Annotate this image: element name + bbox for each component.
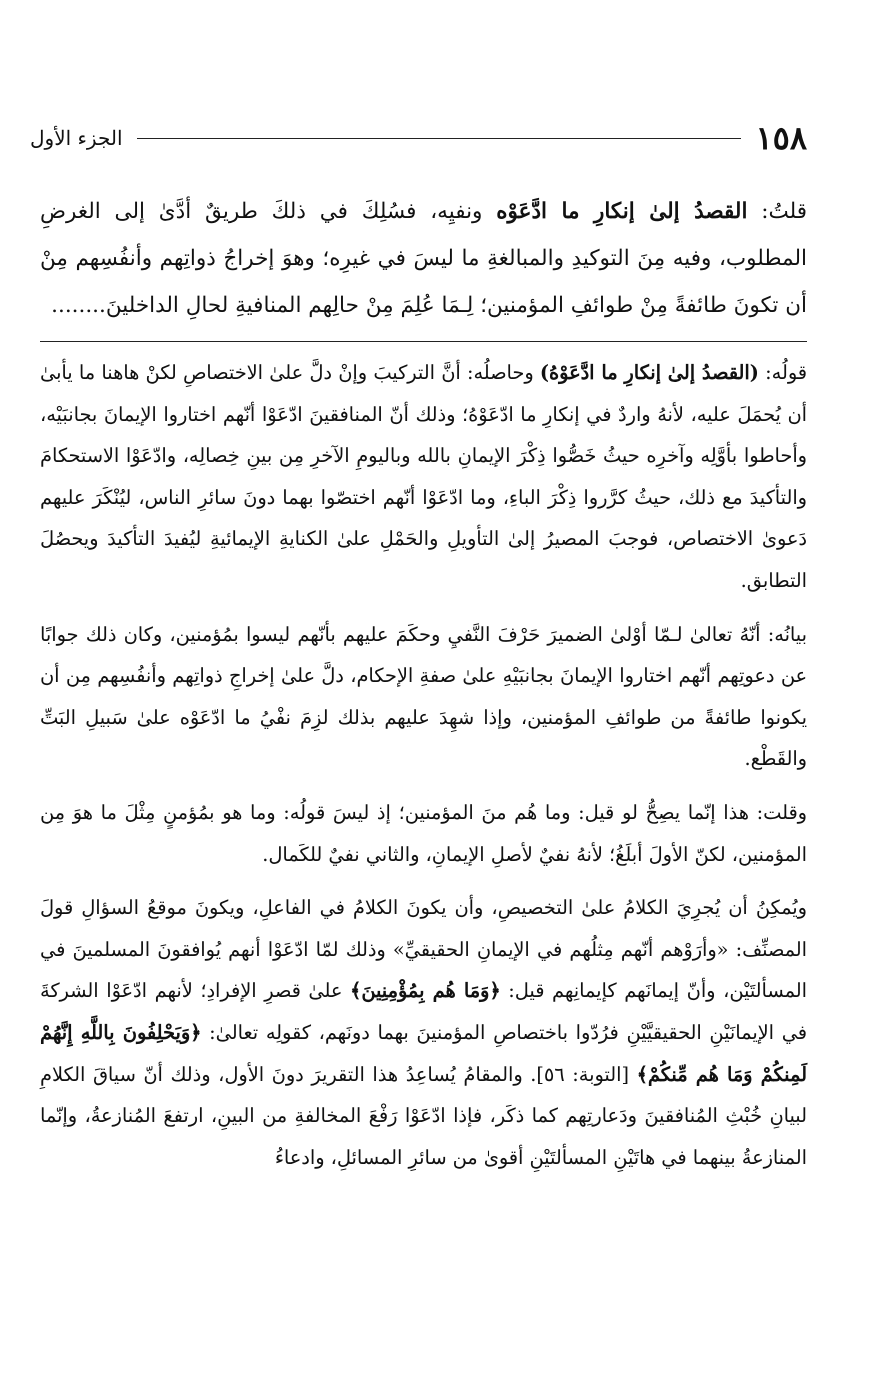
main-text xyxy=(40,188,807,329)
running-head xyxy=(30,118,807,158)
quran-quote: ﴿وَمَا هُم بِمُؤْمِنِينَ﴾ xyxy=(350,979,501,1003)
commentary-lemma: (القصدُ إلىٰ إنكارِ ما ادَّعَوْهُ) xyxy=(539,361,759,384)
commentary-text: علىٰ قصرِ الإفرادِ؛ لأنهم ادّعَوْا الشركةَ في الإيمانَيْنِ الحقيقيَّيْنِ فرُدّوا باختصاصِ المؤمنينَ بهما دونَهم، كقولِه تعالىٰ: xyxy=(40,979,807,1044)
separator-rule xyxy=(40,341,807,342)
quran-quote: ﴿وَيَحْلِفُونَ بِاللَّهِ إِنَّهُمْ لَمِنكُمْ وَمَا هُم مِّنكُمْ﴾ xyxy=(40,1020,807,1086)
commentary-text: ويُمكِنُ أن يُجرِيَ الكلامُ علىٰ التخصيصِ، وأن يكونَ الكلامُ في الفاعلِ، ويكونَ موقعُ السؤالِ قولَ المصنِّف: «وأرَوْهم أنّهم مِثلُهم في الإيمانِ الحقيقيِّ» وذلك لمّا ادّعَوْا أنهم يُوافقونَ المسلمينَ في المسألتَيْن، وأنّ إيمانَهم كإيمانِهم قيل: xyxy=(40,896,807,1003)
commentary-lemma-prefix: قولُه: xyxy=(758,361,807,384)
main-text-body: ونفيِه، فسُلِكَ في ذلكَ طريقٌ أدَّىٰ إلى الغرضِ المطلوب، وفيه مِنَ التوكيدِ والمبالغةِ ما ليسَ في غيرِه؛ وهوَ إخراجُ ذواتِهم وأنفُسِهم مِنْ أن تكونَ طائفةً مِنْ طوائفِ المؤمنين؛ لِـمَا عُلِمَ مِنْ حالِهم المنافيةِ لحالِ الداخلينَ xyxy=(40,199,807,318)
commentary xyxy=(40,352,807,1190)
commentary-paragraph xyxy=(40,887,807,1178)
main-text-prefix: قلتُ: xyxy=(747,199,807,224)
main-text-continuation-dots: ........ xyxy=(51,293,106,318)
commentary-text: وحاصلُه: أنَّ التركيبَ وإنْ دلَّ علىٰ الاختصاصِ لكنْ هاهنا ما يأبىٰ أن يُحمَلَ عليه، لأنهُ واردٌ في إنكارِ ما ادّعَوْهُ؛ وذلك أنّ المنافقينَ ادّعَوْا أنّهم اختاروا الإيمانَ بجانبَيْه، وأحاطوا بأوَّلِه وآخرِه حيثُ خَصُّوا ذِكْرَ الإيمانِ بالله وباليومِ الآخرِ مِن بينِ خِصالِه، وادّعَوْا الاستحكامَ والتأكيدَ مع ذلك، حيثُ كرَّروا ذِكْرَ الباءِ، وما ادّعَوْا أنّهم اختصّوا بهما دونَ سائرِ الناس، ليُنْكَرَ عليهم دَعوىٰ الاختصاص، فوجبَ المصيرُ إلىٰ التأويلِ والحَمْلِ علىٰ الكنايةِ الإيمائيةِ ليُفيدَ التأكيدَ ويحصُلَ التطابق. xyxy=(40,361,807,592)
commentary-paragraph: بيانُه: أنّهُ تعالىٰ لـمّا أوْلىٰ الضميرَ حَرْفَ النَّفيِ وحكَمَ عليهم بأنّهم ليسوا بمُؤمنين، وكان ذلك جوابًا عن دعوتِهم أنّهم اختاروا الإيمانَ بجانبَيْهِ علىٰ صفةِ الإحكام، دلَّ علىٰ إخراجِ ذواتِهم وأنفُسِهم مِن أن يكونوا طائفةً من طوائفِ المؤمنين، وإذا شهِدَ عليهم بذلك لزِمَ نفْيُ ما ادّعَوْه علىٰ سَبيلِ البَتِّ والقَطْع. xyxy=(40,622,807,771)
commentary-paragraph xyxy=(40,352,807,602)
header-rule xyxy=(137,138,742,139)
part-title: الجزء الأول xyxy=(30,126,123,150)
page-number: ١٥٨ xyxy=(755,119,807,157)
commentary-paragraph: وقلت: هذا إنّما يصِحُّ لو قيل: وما هُم منَ المؤمنين؛ إذ ليسَ قولُه: وما هو بمُؤمنٍ مِثْلَ ما هوَ مِن المؤمنين، لكنّ الأولَ أبلَغُ؛ لأنهُ نفيٌ لأصلِ الإيمانِ، والثاني نفيٌ للكَمال. xyxy=(40,800,807,866)
commentary-text: [التوبة: ٥٦]. والمقامُ يُساعِدُ هذا التقريرَ دونَ الأول، وذلك أنّ سياقَ الكلامِ لبيانِ خُبْثِ المُنافقينَ ودَعارتِهم كما ذكَر، فإذا ادّعَوْا رَفْعَ المخالفةِ من البينِ، ارتفعَ المُنازعةُ، وإنّما المنازعةُ بينهما في هاتَيْنِ المسألتَيْنِ أقوىٰ من سائرِ المسائلِ، وادعاءُ xyxy=(40,1062,807,1169)
main-text-bold-phrase: القصدُ إلىٰ إنكارِ ما ادَّعَوْه xyxy=(496,199,748,224)
